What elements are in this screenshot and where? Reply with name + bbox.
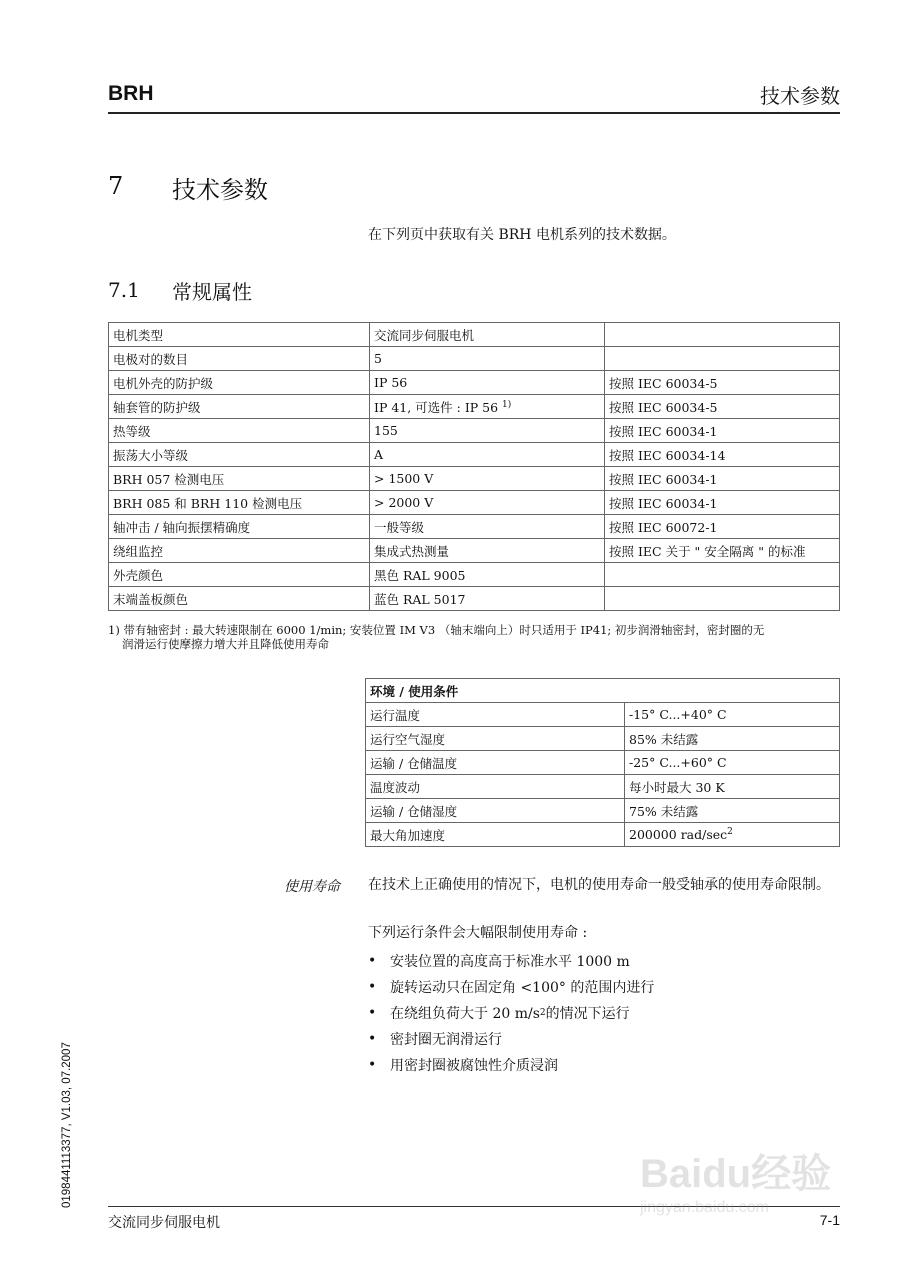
table-cell: 155: [370, 419, 605, 443]
general-properties-table: [108, 322, 840, 611]
table-cell: [370, 395, 605, 419]
table-cell: 75% 未结露: [625, 799, 840, 823]
environment-conditions-table: [365, 678, 840, 847]
list-item-text: 旋转运动只在固定角 <100° 的范围内进行: [390, 980, 655, 996]
table-cell: 电极对的数目: [109, 347, 370, 371]
header-rule: [108, 112, 840, 114]
table-cell: 85% 未结露: [625, 727, 840, 751]
document-code: 0198441113377, V1.03, 07.2007: [61, 1042, 73, 1208]
table-cell: 电机类型: [109, 323, 370, 347]
table-cell: 电机外壳的防护级: [109, 371, 370, 395]
page-number: 7-1: [819, 1212, 840, 1228]
table-cell: 按照 IEC 60034-1: [605, 467, 840, 491]
table-cell: 按照 IEC 60034-5: [605, 371, 840, 395]
table-cell: [605, 347, 840, 371]
header-chapter-title: 技术参数: [760, 84, 840, 108]
table-cell: 交流同步伺服电机: [370, 323, 605, 347]
table-cell: 绕组监控: [109, 539, 370, 563]
table-cell: 轴冲击 / 轴向振摆精确度: [109, 515, 370, 539]
table-cell: 最大角加速度: [366, 823, 625, 847]
list-item: [368, 1026, 654, 1052]
list-item-text: 用密封圈被腐蚀性介质浸润: [390, 1058, 558, 1074]
table-header: 环境 / 使用条件: [366, 679, 840, 703]
cell-text: 200000 rad/sec: [629, 827, 728, 842]
table-row: [109, 563, 840, 587]
chapter-title: 技术参数: [172, 176, 268, 204]
list-item: [368, 974, 654, 1000]
service-life-text: 在技术上正确使用的情况下，电机的使用寿命一般受轴承的使用寿命限制。: [368, 877, 830, 893]
table-cell: -15° C...+40° C: [625, 703, 840, 727]
table-row: [366, 775, 840, 799]
table-cell: 一般等级: [370, 515, 605, 539]
table-cell: 按照 IEC 关于 " 安全隔离 " 的标准: [605, 539, 840, 563]
table-row: [366, 703, 840, 727]
chapter-intro: 在下列页中获取有关 BRH 电机系列的技术数据。: [368, 227, 676, 243]
chapter-number: 7: [108, 172, 124, 200]
table-row: [109, 539, 840, 563]
header-product: BRH: [108, 82, 154, 105]
table-row: [109, 395, 840, 419]
bullet-icon: •: [368, 1057, 377, 1073]
section-title: 常规属性: [172, 280, 252, 304]
table-cell: > 2000 V: [370, 491, 605, 515]
list-item: [368, 1052, 654, 1078]
bullet-icon: •: [368, 953, 377, 969]
bullet-icon: •: [368, 1005, 377, 1021]
footnote-ref: 1): [502, 399, 512, 410]
watermark-url: jingyan.baidu.com: [640, 1199, 769, 1216]
table-cell: [605, 563, 840, 587]
table-cell: 5: [370, 347, 605, 371]
table-row: [366, 799, 840, 823]
watermark-logo-text: Baidu经验: [640, 1152, 832, 1196]
table-cell: 外壳颜色: [109, 563, 370, 587]
table-cell: BRH 057 检测电压: [109, 467, 370, 491]
table-cell: BRH 085 和 BRH 110 检测电压: [109, 491, 370, 515]
footer-product: 交流同步伺服电机: [108, 1215, 220, 1231]
table-row: [109, 587, 840, 611]
table-row: [366, 823, 840, 847]
table-row: [109, 323, 840, 347]
table-cell: 蓝色 RAL 5017: [370, 587, 605, 611]
list-item: • 在绕组负荷大于 20 m/s 2 的情况下运行: [368, 1005, 630, 1022]
table-row: [366, 751, 840, 775]
table-header-row: [366, 679, 840, 703]
footnote-line-1: 1) 带有轴密封 : 最大转速限制在 6000 1/min; 安装位置 IM V3 （轴末端向上）时只适用于 IP41; 初步润滑轴密封，密封圈的无: [108, 623, 765, 637]
footnote-line-2: 润滑运行使摩擦力增大并且降低使用寿命: [122, 637, 329, 651]
table-cell: 运行温度: [366, 703, 625, 727]
bullet-icon: •: [368, 979, 377, 995]
table-cell: 运输 / 仓储湿度: [366, 799, 625, 823]
cell-text: IP 41, 可选件 : IP 56: [374, 399, 499, 415]
table-row: [109, 419, 840, 443]
table-row: [366, 727, 840, 751]
table-row: [109, 347, 840, 371]
superscript: 2: [727, 826, 733, 837]
table-cell: 轴套管的防护级: [109, 395, 370, 419]
section-number: 7.1: [108, 278, 140, 302]
table-row: [109, 443, 840, 467]
conditions-intro: 下列运行条件会大幅限制使用寿命 :: [368, 925, 588, 941]
table-cell: A: [370, 443, 605, 467]
list-item-text-tail: 的情况下运行: [545, 1006, 630, 1022]
table-cell: 按照 IEC 60072-1: [605, 515, 840, 539]
table-cell: 热等级: [109, 419, 370, 443]
list-item-text: 在绕组负荷大于 20 m/s: [390, 1006, 540, 1022]
list-item-text: 密封圈无润滑运行: [390, 1032, 502, 1048]
table-cell: [605, 323, 840, 347]
table-cell: > 1500 V: [370, 467, 605, 491]
table-cell: 每小时最大 30 K: [625, 775, 840, 799]
table-cell: 按照 IEC 60034-14: [605, 443, 840, 467]
table-cell: IP 56: [370, 371, 605, 395]
table-cell: 末端盖板颜色: [109, 587, 370, 611]
conditions-list: [368, 948, 654, 1078]
table-cell: -25° C...+60° C: [625, 751, 840, 775]
list-item: [368, 948, 654, 974]
table-cell: 温度波动: [366, 775, 625, 799]
bullet-icon: •: [368, 1031, 377, 1047]
table-cell: 运输 / 仓储温度: [366, 751, 625, 775]
table-cell: 运行空气湿度: [366, 727, 625, 751]
table-cell: 按照 IEC 60034-1: [605, 491, 840, 515]
service-life-label: 使用寿命: [284, 879, 340, 895]
table-cell: [605, 587, 840, 611]
table-cell: [625, 823, 840, 847]
table-row: [109, 371, 840, 395]
table-cell: 集成式热测量: [370, 539, 605, 563]
table-cell: 黑色 RAL 9005: [370, 563, 605, 587]
list-item-text: 安装位置的高度高于标准水平 1000 m: [390, 954, 630, 970]
baidu-watermark: [640, 1142, 848, 1242]
table-footnote: [108, 623, 848, 651]
table-row: [109, 491, 840, 515]
table-row: [109, 515, 840, 539]
table-row: [109, 467, 840, 491]
table-cell: 振荡大小等级: [109, 443, 370, 467]
table-cell: 按照 IEC 60034-5: [605, 395, 840, 419]
table-cell: 按照 IEC 60034-1: [605, 419, 840, 443]
